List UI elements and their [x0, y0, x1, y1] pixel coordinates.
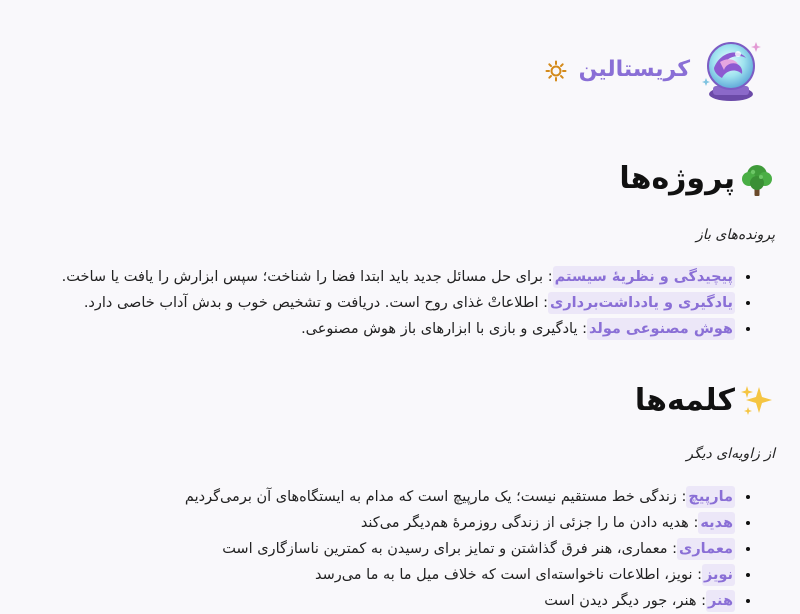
list-item	[40, 510, 735, 536]
word-link[interactable]: معماری	[677, 538, 735, 560]
sparkles-icon	[739, 383, 775, 419]
list-item	[40, 484, 735, 510]
project-link[interactable]: هوش مصنوعی مولد	[587, 318, 735, 340]
crystal-ball-icon[interactable]	[700, 34, 762, 108]
list-item	[40, 316, 735, 342]
word-description: : هدیه دادن ما را جزئی از زندگی روزمرهٔ هم‌دیگر می‌کند	[360, 515, 699, 531]
projects-subtitle: پرونده‌های باز	[696, 227, 775, 243]
word-link[interactable]: هدیه	[698, 512, 735, 534]
project-description: : اطلاعاتْ غذای روح است. دریافت و تشخیص خوب و بدش آداب خاصی دارد.	[83, 295, 549, 311]
site-header	[545, 34, 762, 108]
word-description: : زندگی خط مستقیم نیست؛ یک مارپیچ است که مدام به ایستگاه‌های آن برمی‌گردیم	[184, 489, 687, 505]
sun-icon	[545, 60, 567, 82]
theme-toggle-button[interactable]	[545, 60, 567, 82]
site-title[interactable]: کریستالین	[578, 57, 690, 82]
list-item	[40, 588, 735, 614]
words-list	[40, 484, 775, 614]
list-item	[40, 562, 735, 588]
word-link[interactable]: مارپیچ	[686, 486, 735, 508]
projects-list	[40, 264, 775, 342]
projects-heading: پروژه‌ها	[619, 161, 735, 196]
list-item	[40, 536, 735, 562]
project-description: : برای حل مسائل جدید باید ابتدا فضا را شناخت؛ سپس ابزارش را یافت یا ساخت.	[61, 269, 553, 285]
project-link[interactable]: پیچیدگی و نظریهٔ سیستم	[553, 266, 735, 288]
list-item	[40, 264, 735, 290]
word-description: : معماری، هنر فرق گذاشتن و تمایز برای رسیدن به کمترین ناسازگاری است	[222, 541, 678, 557]
word-description: : نویز، اطلاعات ناخواسته‌ای است که خلاف میل ما به ما می‌رسد	[314, 567, 702, 583]
words-heading: کلمه‌ها	[634, 383, 735, 418]
word-description: : هنر، جور دیگر دیدن است	[544, 593, 706, 609]
word-link[interactable]: نویز	[702, 564, 735, 586]
word-link[interactable]: هنر	[706, 590, 735, 612]
project-link[interactable]: یادگیری و یادداشت‌برداری	[548, 292, 735, 314]
tree-icon	[739, 161, 775, 197]
words-subtitle: از زاویه‌ای دیگر	[686, 446, 775, 462]
list-item	[40, 290, 735, 316]
project-description: : یادگیری و بازی با ابزارهای باز هوش مصنوعی.	[301, 321, 587, 337]
